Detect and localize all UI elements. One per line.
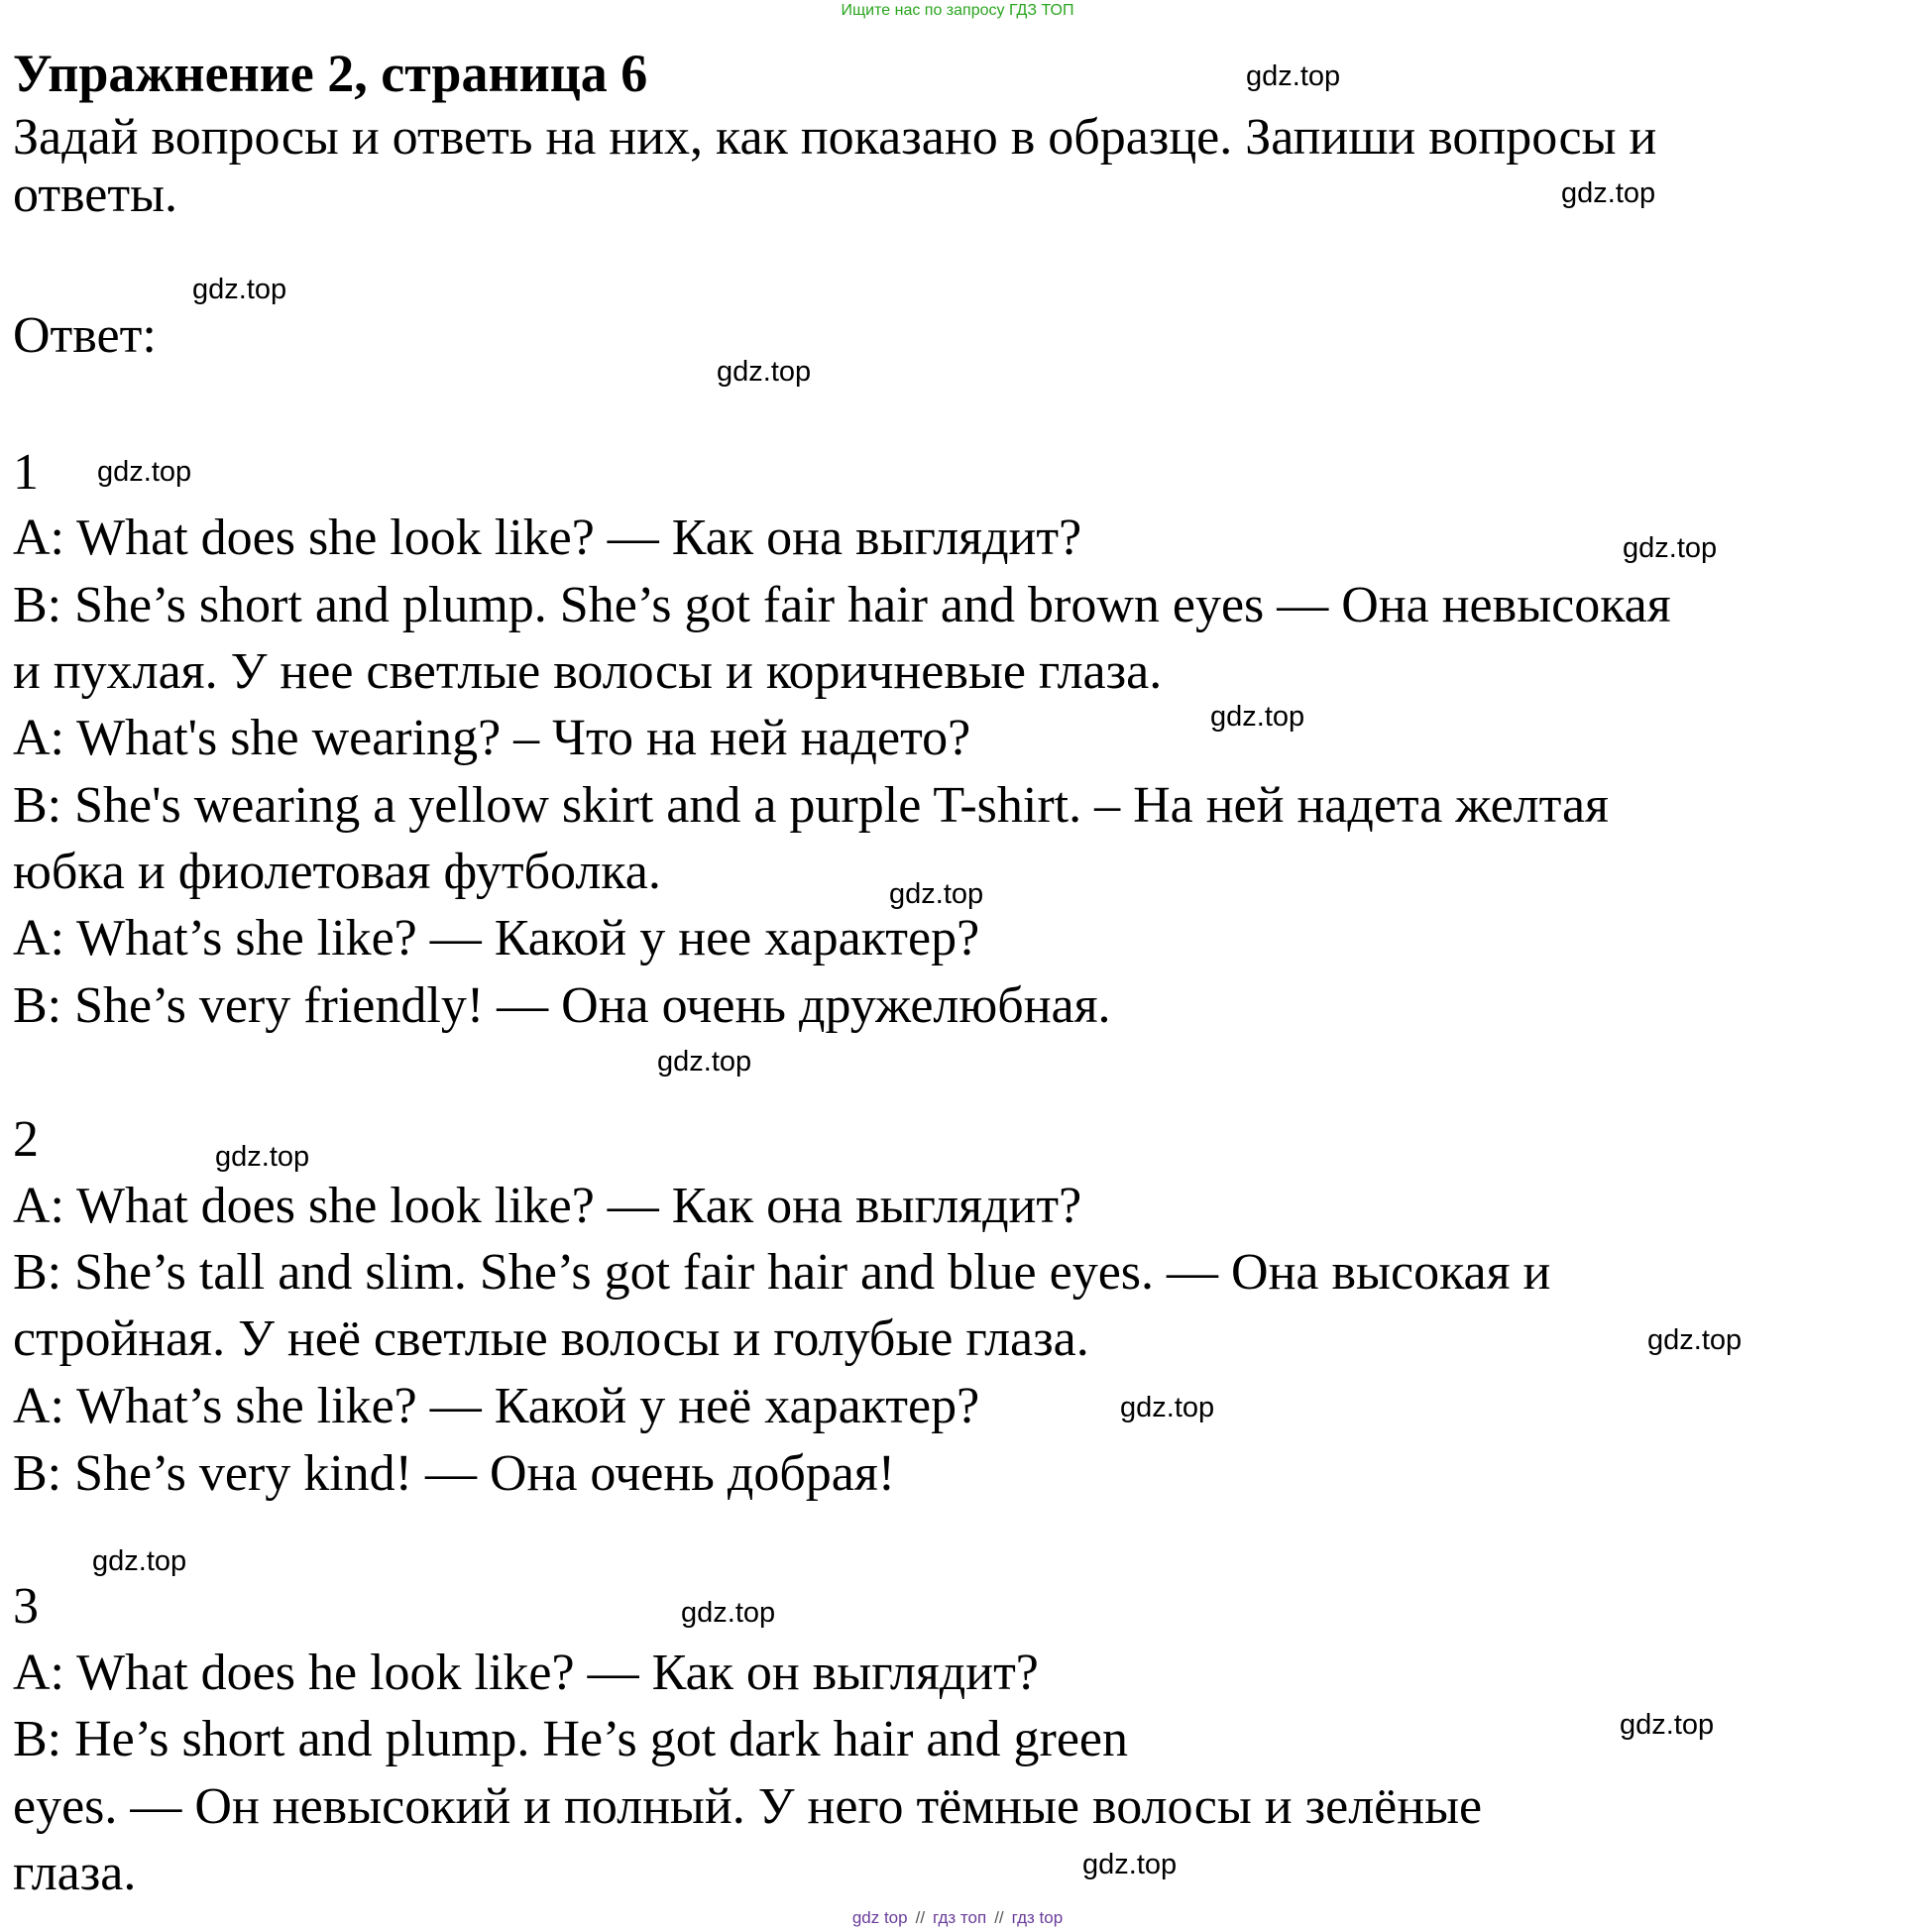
watermark-text: gdz.top <box>681 1597 776 1629</box>
watermark-text: gdz.top <box>1561 177 1656 209</box>
watermark-text: gdz.top <box>215 1141 310 1173</box>
watermark-text: gdz.top <box>92 1545 187 1577</box>
dialog-line: A: What does she look like? — Как она выглядит? <box>13 510 1082 566</box>
watermark-text: gdz.top <box>657 1046 752 1078</box>
watermark-text: gdz.top <box>717 356 812 388</box>
dialog-line: A: What’s she like? — Какой у неё характер? <box>13 1378 980 1434</box>
dialog-line: юбка и фиолетовая футболка. <box>13 844 661 900</box>
footer <box>0 1907 1915 1929</box>
task-line-1: Задай вопросы и ответь на них, как показано в образце. Запиши вопросы и <box>13 109 1657 166</box>
watermark-text: gdz.top <box>889 878 984 910</box>
dialog-line: eyes. — Он невысокий и полный. У него тёмные волосы и зелёные <box>13 1778 1483 1835</box>
watermark-text: gdz.top <box>1623 532 1718 564</box>
top-banner[interactable]: Ищите нас по запросу ГДЗ ТОП <box>841 2 1074 19</box>
section-number: 2 <box>13 1111 39 1168</box>
watermark-text: gdz.top <box>97 456 192 488</box>
page-title: Упражнение 2, страница 6 <box>13 44 648 103</box>
dialog-line: A: What does she look like? — Как она выглядит? <box>13 1178 1082 1234</box>
task-line-2: ответы. <box>13 167 178 223</box>
footer-separator: // <box>994 1908 1004 1927</box>
watermark-text: gdz.top <box>1647 1324 1743 1356</box>
dialog-line: глаза. <box>13 1845 137 1901</box>
dialog-line: B: He’s short and plump. He’s got dark hair and green <box>13 1711 1128 1767</box>
footer-link[interactable]: gdz top <box>851 1908 908 1927</box>
watermark-text: gdz.top <box>1120 1392 1215 1423</box>
section-number: 3 <box>13 1578 39 1635</box>
dialog-line: A: What's she wearing? – Что на ней надето? <box>13 710 971 766</box>
watermark-text: gdz.top <box>192 274 287 305</box>
watermark-text: gdz.top <box>1620 1709 1715 1741</box>
footer-separator: // <box>915 1908 926 1927</box>
dialog-line: стройная. У неё светлые волосы и голубые глаза. <box>13 1310 1089 1367</box>
dialog-line: B: She’s tall and slim. She’s got fair hair and blue eyes. — Она высокая и <box>13 1244 1551 1301</box>
watermark-text: gdz.top <box>1082 1849 1178 1880</box>
answer-label: Ответ: <box>13 307 157 364</box>
watermark-text: gdz.top <box>1246 60 1341 92</box>
dialog-line: B: She’s short and plump. She’s got fair hair and brown eyes — Она невысокая <box>13 577 1671 633</box>
dialog-line: B: She's wearing a yellow skirt and a purple T-shirt. – На ней надета желтая <box>13 777 1609 834</box>
dialog-line: A: What does he look like? — Как он выглядит? <box>13 1645 1039 1701</box>
footer-link[interactable]: гдз top <box>1011 1908 1064 1927</box>
footer-link[interactable]: гдз топ <box>933 1908 987 1927</box>
section-number: 1 <box>13 444 39 501</box>
dialog-line: и пухлая. У нее светлые волосы и коричневые глаза. <box>13 643 1163 700</box>
dialog-line: B: She’s very friendly! — Она очень дружелюбная. <box>13 977 1111 1034</box>
watermark-text: gdz.top <box>1210 701 1305 733</box>
dialog-line: A: What’s she like? — Какой у нее характер? <box>13 910 980 966</box>
dialog-line: B: She’s very kind! — Она очень добрая! <box>13 1445 896 1502</box>
